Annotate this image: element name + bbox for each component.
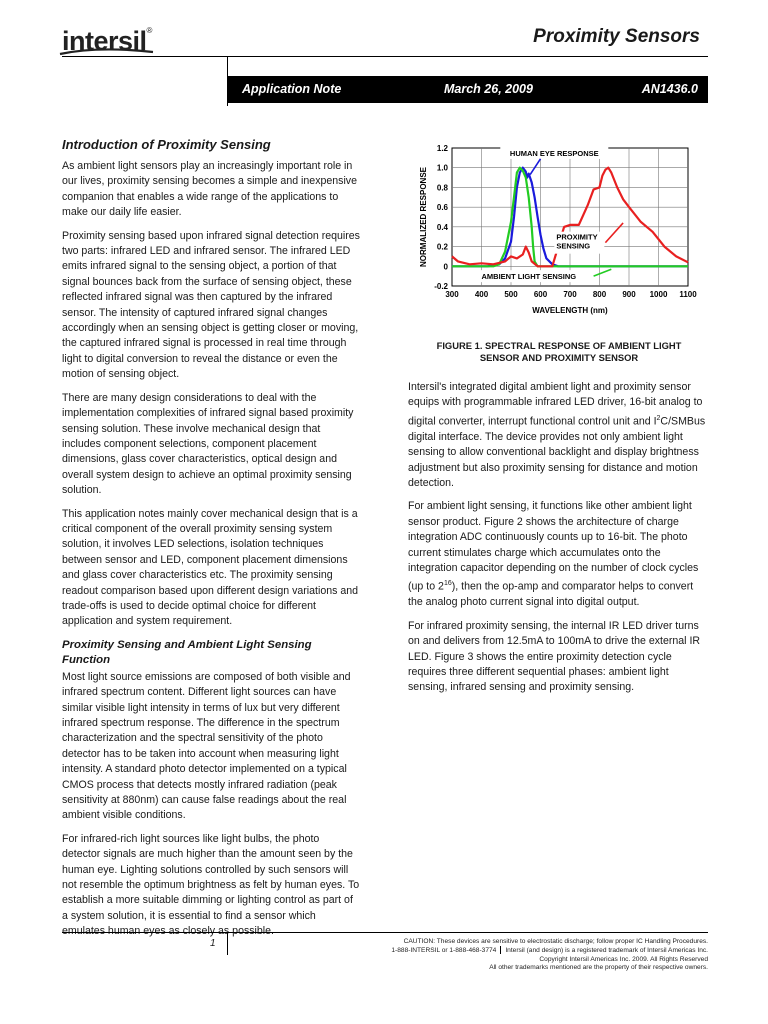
paragraph: Intersil's integrated digital ambient light and proximity sensor equips with programmable infrared LED driver, 16-bit analog to digital converter, interrupt functional control unit and $I^2C$/SMBus digital interface. The device provides not only ambient light sensing to allow conventional backlight and display brightness adjustment but also proximity sensing for distance and motion detection. [408,381,706,489]
annotation-arrow [530,159,540,175]
annotation-arrow [594,269,612,276]
subsection-heading: Proximity Sensing and Ambient Light Sensing Function [62,638,312,666]
logo-registered-mark: ® [146,26,152,35]
left-column [62,137,360,948]
document-title: Proximity Sensors [533,26,700,47]
header-rule [62,56,708,57]
footer-divider [227,933,228,955]
annotation-ambient: AMBIENT LIGHT SENSING [481,272,577,282]
paragraph: For ambient light sensing, it functions like other ambient light sensor product. Figure 2 shows the architecture of charge integration ADC continuously counts up to 16-bit. The photo current stimulates charge which accumulates onto the integration capacitor depending on the number of clock cycles (up to $2^{16}$), then the op-amp and comparator helps to convert the analog photo current signal into digital output. [408,500,699,609]
x-axis-label: WAVELENGTH (nm) [532,306,608,315]
paragraph: For infrared proximity sensing, the internal IR LED driver turns on and delivers from 12.5mA to 100mA to drive the external IR LED. Figure 3 shows the entire proximity detection cycle requires three different sequential phases: ambient light sensing, infrared sensing and proximity sensing. [408,619,701,694]
footer-rule [62,932,708,933]
x-tick-label: 600 [533,290,548,299]
y-tick-label: 1.0 [436,163,448,173]
annotation-human-eye: HUMAN EYE RESPONSE [509,148,599,158]
right-column [408,380,710,704]
figure-caption-line: FIGURE 1. SPECTRAL RESPONSE OF AMBIENT LIGHT [436,340,682,351]
logo-text: intersil [62,26,147,56]
figure-caption [408,340,710,364]
x-tick-label: 500 [504,290,518,299]
x-tick-label: 1100 [679,290,697,299]
chart-labels [419,144,697,315]
paragraph: As ambient light sensors play an increasingly important role in our lives, proximity sensing becomes a simple and inexpensive companion that enables a wide range of the applications to make our daily life easier. [62,160,358,219]
x-tick-label: 900 [622,290,636,299]
doc-number: AN1436.0 [641,82,698,96]
other-trademarks-notice: All other trademarks mentioned are the property of their respective owners. [489,963,708,971]
paragraph: There are many design considerations to deal with the implementation complexities of infrared signal based proximity sensing solution. These involve mechanical design that includes component selections, component placement dimensions, glass cover characteristics, optical design and overall system design to achieve an optimal proximity sensing solution. [62,391,354,497]
paragraph: This application notes mainly cover mechanical design that is a critical component of the overall proximity sensing system solution, it involves LED selections, isolation techniques between sensor and LED, component placement dimensions and glass cover characteristics etc. The proximity sensing readout comparison based upon different design variations and trade-offs is used to decide optimal choice for different application and system requirement. [62,507,359,628]
y-tick-label: 0.8 [436,183,448,193]
spectral-response-chart [408,140,710,340]
x-tick-label: 700 [563,290,577,299]
x-tick-label: 800 [592,290,607,299]
y-tick-label: -0.2 [434,282,448,291]
y-tick-label: 1.2 [436,144,448,153]
x-tick-label: 400 [474,290,489,299]
phone-number: 1-888-INTERSIL or 1-888-468-3774 [391,947,497,955]
doc-date: March 26, 2009 [444,82,533,96]
paragraph: Most light source emissions are composed of both visible and infrared spectrum content. Different light sources can have similar visible light intensity in terms of lux but very different infrared spectrum response. The difference in the spectrum characterization and the spectral sensitivity of the photo detector has to be taken into account when measuring light intensity. A standard photo detector implemented on a typical CMOS process that detects mostly infrared radiation (peak sensitivity at 880nm) can cause false readings about the real ambient visible conditions. [62,670,351,822]
trademark-notice: Intersil (and design) is a registered trademark of Intersil Americas Inc. [505,947,708,955]
annotation-proximity: SENSING [556,241,591,251]
x-tick-label: 300 [445,290,459,299]
y-axis-label: NORMALIZED RESPONSE [419,166,428,268]
page-number: 1 [210,938,216,949]
annotation-proximity: PROXIMITY [556,232,598,242]
x-tick-label: 1000 [649,290,668,299]
annotation-arrow [605,223,623,243]
footer-contact-row [300,946,708,955]
y-tick-label: 0.6 [436,203,448,213]
intersil-logo [62,26,152,57]
section-heading: Introduction of Proximity Sensing [62,137,271,152]
caution-notice: CAUTION: These devices are sensitive to electrostatic discharge; follow proper IC Handling Procedures. [403,938,708,945]
y-tick-label: 0.2 [436,242,448,252]
y-tick-label: 0.4 [436,222,448,232]
copyright-notice: Copyright Intersil Americas Inc. 2009. All Rights Reserved [539,955,708,963]
y-tick-label: 0 [443,262,448,272]
header-band [228,76,708,103]
paragraph: Proximity sensing based upon infrared signal detection requires two parts: infrared LED and infrared sensor. The infrared LED emits infrared signal to the sensing object, a portion of that signal bounces back from the surface of sensing object, these reflected infrared signal was then captured by the infrared sensor. The intensity of captured infrared signal changes accordingly when an sensing object is getting closer or moving, the captured infrared signal is processed in real time through light to digital conversion to reveal the distance or even the motion of sensing object. [62,229,360,381]
footer-notices [300,938,708,972]
doc-type: Application Note [242,82,342,96]
figure-caption-line: SENSOR AND PROXIMITY SENSOR [479,352,639,363]
paragraph: For infrared-rich light sources like light bulbs, the photo detector signals are much higher than the amount seen by the human eye. Lighting solutions controlled by such sensors will not resemble the optimum brightness as felt by human eyes. To establish a more suitable dimming or lighting control as part of a system solution, it is essential to find a sensor which [62,832,360,922]
